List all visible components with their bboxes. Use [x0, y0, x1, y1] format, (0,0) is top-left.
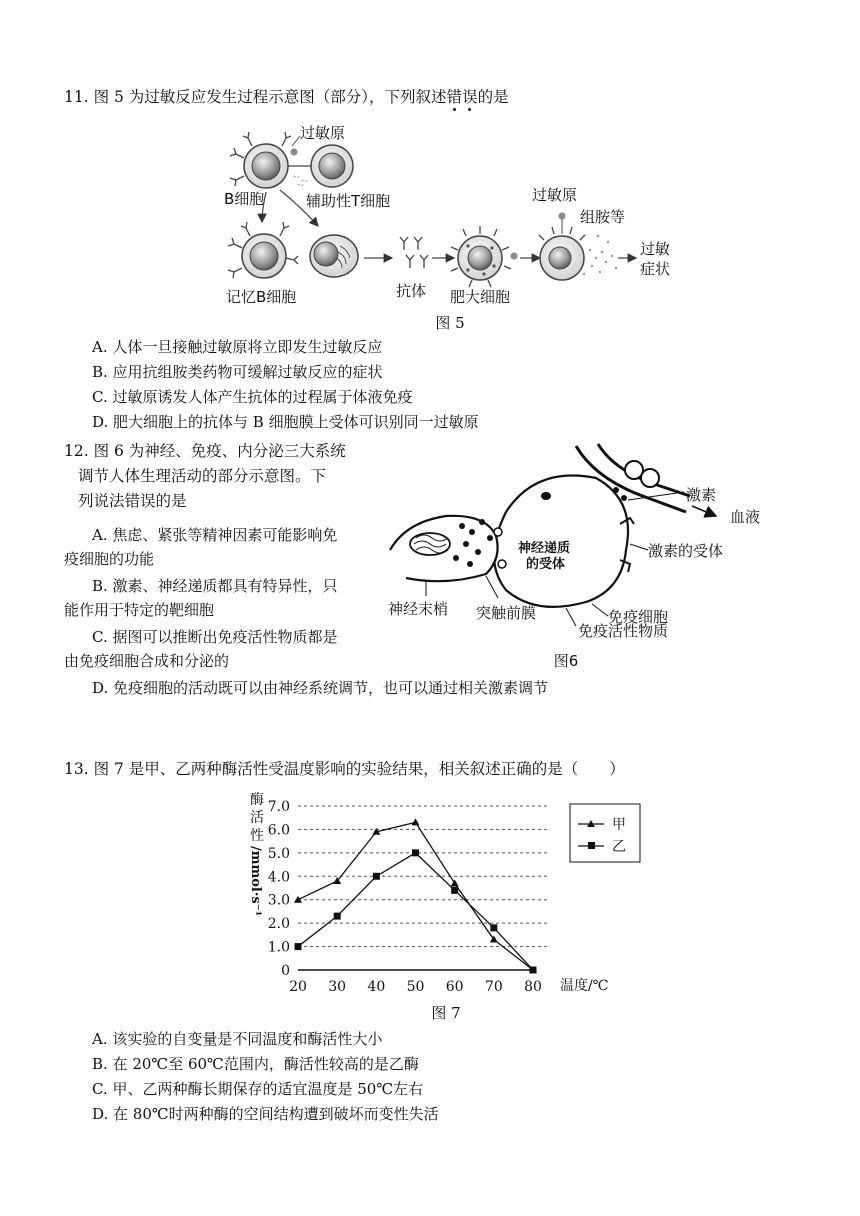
- q12-option-b-line-2: 能作用于特定的靶细胞: [64, 601, 215, 619]
- plasma-cell-icon: [310, 235, 358, 277]
- q12-stem-line-2: 调节人体生理活动的部分示意图。下: [78, 467, 327, 485]
- y-axis-unit: /mmol·s⁻¹: [248, 846, 263, 917]
- svg-text:神经递质: 神经递质: [518, 541, 571, 556]
- svg-text:组胺等: 组胺等: [580, 208, 626, 226]
- q13-stem: 13. 图 7 是甲、乙两种酶活性受温度影响的实验结果，相关叙述正确的是（ ）: [64, 760, 625, 778]
- legend-series-2: 乙: [612, 839, 626, 855]
- data-point-乙: [334, 913, 341, 920]
- q12-stem-line-1: 12. 图 6 为神经、免疫、内分泌三大系统: [64, 442, 346, 460]
- q11-option-d: D. 肥大细胞上的抗体与 B 细胞膜上受体可识别同一过敏原: [92, 413, 479, 431]
- svg-text:记忆B细胞: 记忆B细胞: [226, 288, 297, 306]
- svg-text:免疫细胞: 免疫细胞: [608, 608, 669, 626]
- data-point-乙: [373, 873, 380, 880]
- q12-stem-line-3: 列说法错误的是: [78, 492, 187, 510]
- series-line-1: [298, 822, 533, 970]
- y-tick-label: 0: [281, 963, 290, 979]
- legend-square-icon: [588, 842, 595, 849]
- q12-option-a-line-2: 疫细胞的功能: [64, 550, 155, 568]
- data-point-乙: [412, 849, 419, 856]
- svg-text:激素: 激素: [686, 486, 717, 504]
- y-axis-label-char-3: 性: [250, 828, 264, 844]
- y-tick-label: 3.0: [267, 892, 290, 909]
- svg-text:辅助性T细胞: 辅助性T细胞: [306, 192, 391, 210]
- b-cell-icon: [230, 132, 291, 188]
- x-tick-label: 20: [289, 979, 307, 995]
- x-tick-label: 70: [484, 979, 503, 995]
- y-axis-label-char-1: 酶: [250, 792, 264, 808]
- svg-text:突触前膜: 突触前膜: [476, 604, 537, 622]
- q12-option-a-line-1: A. 焦虑、紧张等精神因素可能影响免: [92, 526, 338, 544]
- legend-series-1: 甲: [612, 817, 626, 833]
- helper-t-cell-icon: [288, 145, 353, 187]
- chart-legend: [570, 804, 640, 862]
- svg-text:抗体: 抗体: [396, 282, 427, 300]
- svg-text:过敏原: 过敏原: [532, 186, 578, 204]
- x-tick-label: 60: [445, 979, 464, 995]
- q12-option-c-line-2: 由免疫细胞合成和分泌的: [64, 652, 230, 670]
- data-point-乙: [295, 943, 302, 950]
- memory-b-cell-icon: [228, 222, 298, 278]
- y-tick-label: 2.0: [267, 916, 290, 933]
- svg-text:过敏: 过敏: [640, 240, 671, 258]
- y-tick-label: 1.0: [267, 939, 290, 956]
- y-axis-label: [248, 792, 264, 916]
- q13-option-d: D. 在 80℃时两种酶的空间结构遭到破坏而变性失活: [92, 1105, 439, 1123]
- chart-series: [294, 818, 537, 973]
- svg-text:症状: 症状: [640, 260, 671, 278]
- data-point-乙: [490, 924, 497, 931]
- y-tick-label: 5.0: [267, 845, 290, 862]
- antibody-icon: [400, 237, 428, 268]
- svg-text:过敏原: 过敏原: [300, 124, 346, 142]
- svg-text:肥大细胞: 肥大细胞: [450, 288, 511, 306]
- svg-text:免疫活性物质: 免疫活性物质: [578, 622, 669, 640]
- series-line-2: [298, 853, 533, 970]
- x-axis-label: 温度/℃: [560, 978, 609, 994]
- svg-text:的受体: 的受体: [526, 557, 566, 572]
- svg-text:B细胞: B细胞: [224, 190, 265, 208]
- mast-cell-icon: [451, 226, 511, 287]
- x-tick-label: 80: [524, 979, 542, 995]
- data-point-乙: [451, 887, 458, 894]
- figure-6-regulation-diagram: [386, 440, 806, 652]
- y-tick-label: 7.0: [267, 799, 290, 815]
- svg-text:血液: 血液: [730, 508, 761, 526]
- data-point-甲: [451, 879, 459, 886]
- y-tick-label: 4.0: [267, 869, 290, 886]
- q11-option-b: B. 应用抗组胺类药物可缓解过敏反应的症状: [92, 363, 383, 381]
- q12-option-b-line-1: B. 激素、神经递质都具有特异性，只: [92, 577, 338, 595]
- figure-7-caption: 图 7: [431, 1004, 461, 1022]
- x-tick-labels: [289, 979, 542, 995]
- y-tick-labels: [268, 799, 290, 979]
- x-tick-label: 30: [328, 979, 347, 995]
- q12-option-d: D. 免疫细胞的活动既可以由神经系统调节，也可以通过相关激素调节: [92, 679, 549, 697]
- x-tick-label: 50: [406, 979, 425, 995]
- q13-option-b: B. 在 20℃至 60℃范围内，酶活性较高的是乙酶: [92, 1055, 419, 1073]
- y-tick-label: 6.0: [267, 822, 290, 839]
- q13-option-a: A. 该实验的自变量是不同温度和酶活性大小: [92, 1030, 383, 1048]
- figure-6-caption: 图6: [553, 652, 579, 670]
- q12-option-c-line-1: C. 据图可以推断出免疫活性物质都是: [92, 628, 338, 646]
- q13-option-c: C. 甲、乙两种酶长期保存的适宜温度是 50℃左右: [92, 1080, 424, 1098]
- y-axis-label-char-2: 活: [250, 810, 264, 826]
- q11-option-c: C. 过敏原诱发人体产生抗体的过程属于体液免疫: [92, 388, 413, 406]
- figure-7-enzyme-chart: [228, 782, 668, 1002]
- q11-stem: 11. 图 5 为过敏反应发生过程示意图（部分），下列叙述错误的是: [64, 88, 509, 106]
- svg-text:激素的受体: 激素的受体: [648, 542, 724, 560]
- x-tick-label: 40: [367, 979, 386, 995]
- svg-text:神经末梢: 神经末梢: [388, 600, 449, 618]
- data-point-乙: [530, 967, 537, 974]
- data-point-甲: [412, 818, 420, 825]
- figure-5-caption: 图 5: [435, 314, 465, 332]
- chart-gridlines: [298, 806, 550, 947]
- q11-option-a: A. 人体一旦接触过敏原将立即发生过敏反应: [92, 338, 383, 356]
- nerve-ending-icon: [390, 516, 506, 581]
- figure-5-allergy-diagram: [222, 118, 672, 310]
